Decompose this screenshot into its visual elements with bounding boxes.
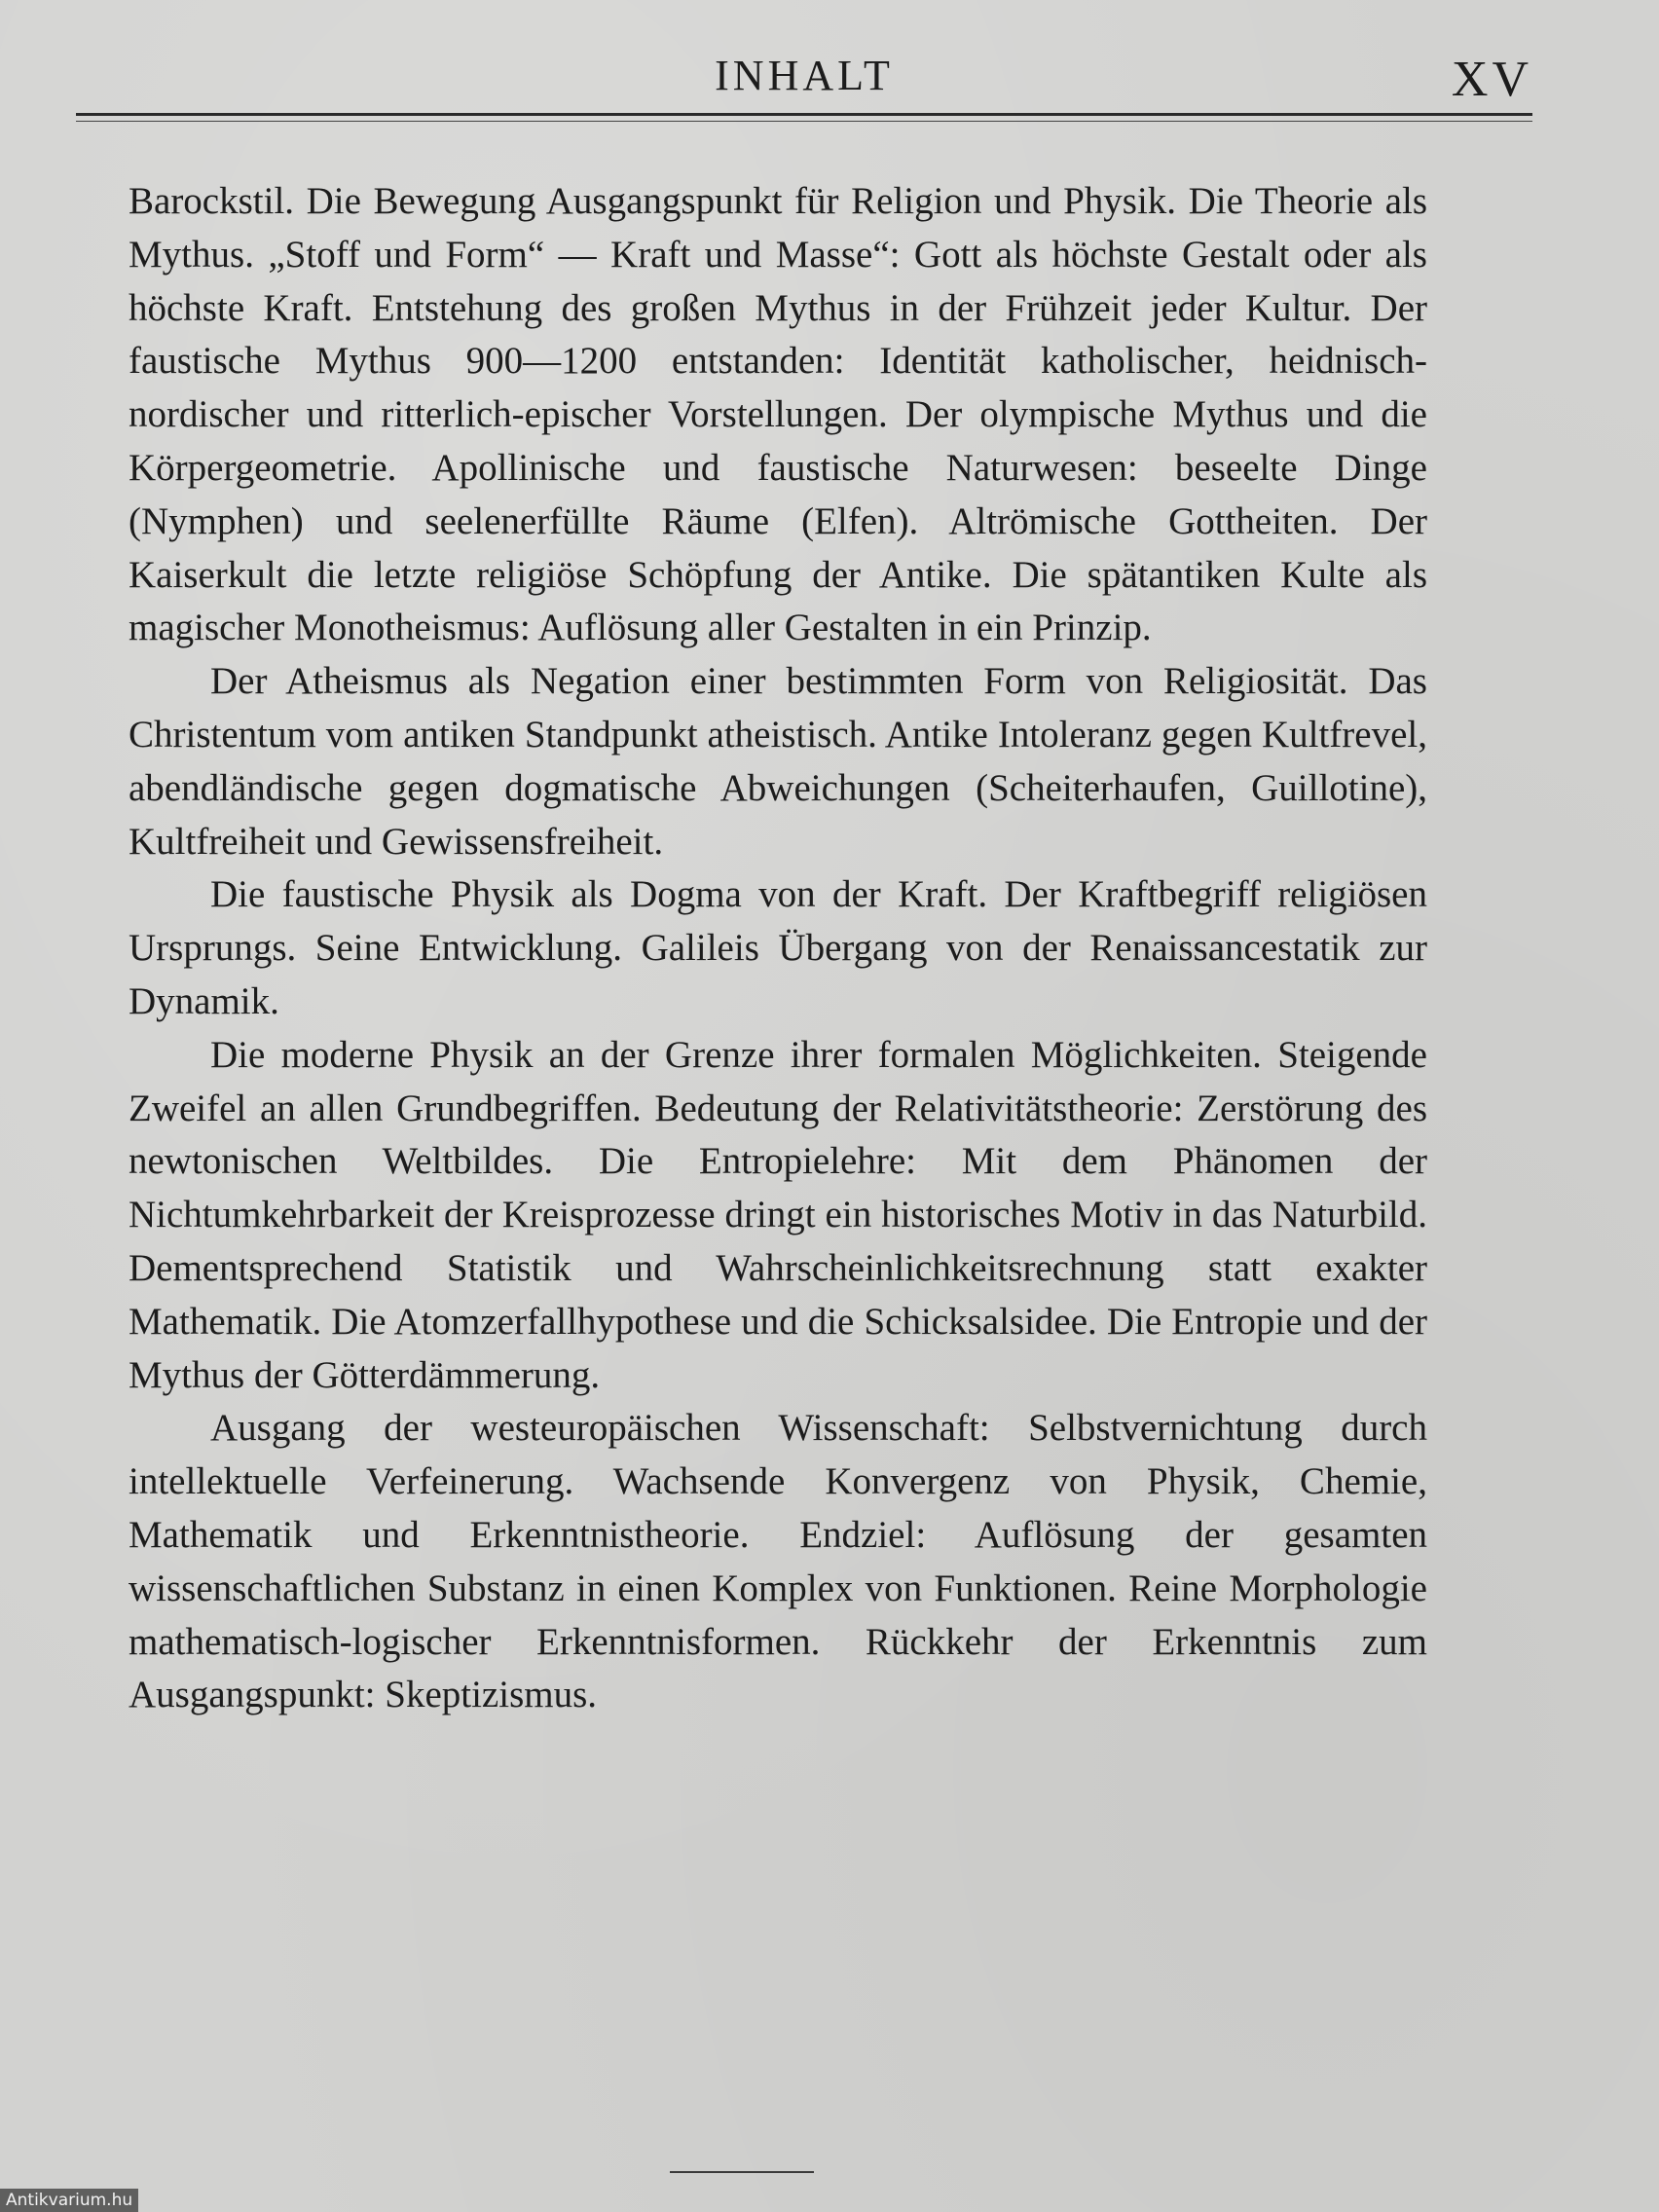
watermark: Antikvarium.hu xyxy=(0,2189,138,2212)
paragraph: Der Atheismus als Negation einer bestimmten Form von Religiosität. Das Christentum vom antiken Standpunkt atheistisch. Antike Intoleranz gegen Kultfrevel, abendländische gegen dogmatische Abweichungen (Scheiterhaufen, Guillotine), Kultfreiheit und Gewissensfreiheit. xyxy=(129,660,1427,863)
paragraph: Die faustische Physik als Dogma von der Kraft. Der Kraftbegriff religiösen Ursprungs. Seine Entwicklung. Galileis Übergang von der Renaissancestatik zur Dynamik. xyxy=(129,873,1427,1022)
paragraph: Die moderne Physik an der Grenze ihrer formalen Möglichkeiten. Steigende Zweifel an allen Grundbegriffen. Bedeutung der Relativitätstheorie: Zerstörung des newtonischen Weltbildes. Die Entropielehre: Mit dem Phänomen der Nichtumkehrbarkeit der Kreisprozesse dringt ein historisches Motiv in das Naturbild. Dementsprechend Statistik und Wahrscheinlichkeitsrechnung statt exakter Mathematik. Die Atomzerfallhypothese und die Schicksalsidee. Die Entropie und der Mythus der Götterdämmerung. xyxy=(129,1033,1427,1396)
page-number: XV xyxy=(1451,52,1532,107)
header-rule-thin xyxy=(76,121,1532,122)
paragraph: Ausgang der westeuropäischen Wissenschaft: Selbstvernichtung durch intellektuelle Verfeinerung. Wachsende Konvergenz von Physik, Chemie, Mathematik und Erkenntnistheorie. Endziel: Auflösung der gesamten wissenschaftlichen Substanz in einen Komplex von Funktionen. Reine Morphologie mathematisch-logischer Erkenntnisformen. Rückkehr der Erkenntnis zum Ausgangspunkt: Skeptizismus. xyxy=(129,1407,1427,1716)
contents-text xyxy=(129,175,1427,1722)
header-rule xyxy=(76,113,1532,116)
footer-rule xyxy=(670,2171,814,2173)
paragraph: Barockstil. Die Bewegung Ausgangspunkt für Religion und Physik. Die Theorie als Mythus. „Stoff und Form“ — Kraft und Masse“: Gott als höchste Gestalt oder als höchste Kraft. Entstehung des großen Mythus in der Frühzeit jeder Kultur. Der faustische Mythus 900—1200 entstanden: Identität katholischer, heidnisch-nordischer und ritterlich-epischer Vorstellungen. Der olympische Mythus und die Körpergeometrie. Apollinische und faustische Naturwesen: beseelte Dinge (Nymphen) und seelenerfüllte Räume (Elfen). Altrömische Gottheiten. Der Kaiserkult die letzte religiöse Schöpfung der Antike. Die spätantiken Kulte als magischer Monotheismus: Auflösung aller Gestalten in ein Prinzip. xyxy=(129,180,1427,649)
running-head xyxy=(76,51,1532,109)
running-title: INHALT xyxy=(715,52,894,99)
